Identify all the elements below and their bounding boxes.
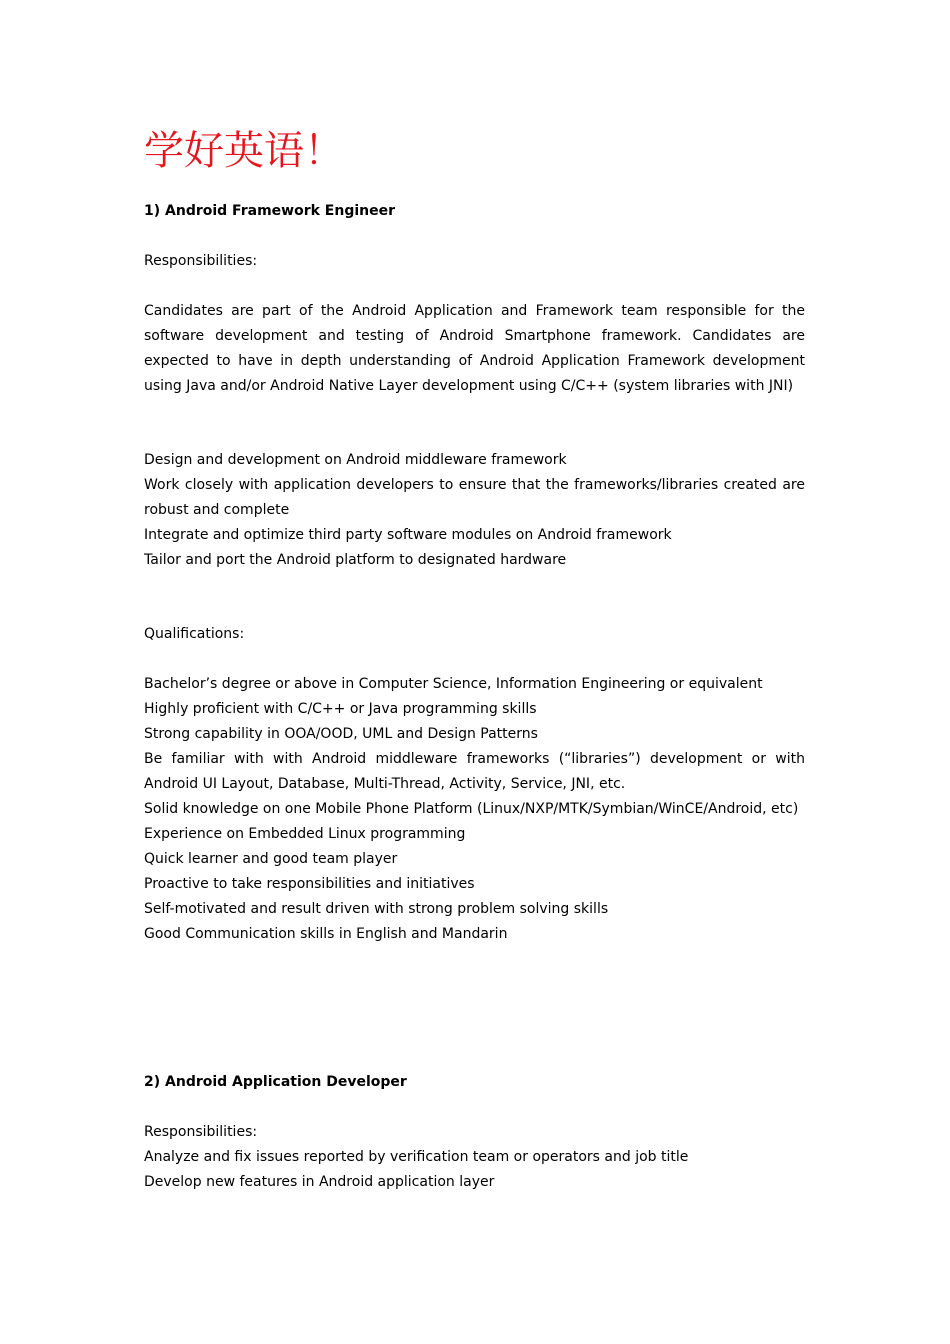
job-title: 2) Android Application Developer (144, 1074, 407, 1090)
list-item: Design and development on Android middleware framework (144, 452, 567, 468)
list-item: Analyze and fix issues reported by verification team or operators and job title (144, 1149, 689, 1165)
list-item: Develop new features in Android application layer (144, 1174, 495, 1190)
list-item: Solid knowledge on one Mobile Phone Platform (Linux/NXP/MTK/Symbian/WinCE/Android, etc) (144, 801, 799, 817)
list-item: Integrate and optimize third party software modules on Android framework (144, 527, 672, 543)
job-overview: Candidates are part of the Android Application and Framework team responsible for the software development and testing of Android Smartphone framework. Candidates are expected to have in depth understanding of Android Application Framework development using Java and/or Android Native Layer development using C/C++ (system libraries with JNI) (144, 303, 805, 394)
job-title: 1) Android Framework Engineer (144, 203, 396, 219)
list-item: Good Communication skills in English and Mandarin (144, 926, 508, 942)
responsibilities-heading: Responsibilities: (144, 253, 258, 269)
list-item: Proactive to take responsibilities and initiatives (144, 876, 475, 892)
list-item: Bachelor’s degree or above in Computer Science, Information Engineering or equivalent (144, 676, 763, 692)
list-item: Quick learner and good team player (144, 851, 398, 867)
banner-heading: 学好英语！ (144, 128, 344, 174)
list-item: Highly proficient with C/C++ or Java programming skills (144, 701, 537, 717)
responsibilities-list (144, 1120, 805, 1195)
list-item: Self-motivated and result driven with strong problem solving skills (144, 901, 609, 917)
list-item: Work closely with application developers to ensure that the frameworks/libraries created are robust and complete (144, 477, 805, 518)
list-item: Strong capability in OOA/OOD, UML and Design Patterns (144, 726, 538, 742)
list-item: Be familiar with with Android middleware frameworks (“libraries”) development or with Android UI Layout, Database, Multi-Thread, Activity, Service, JNI, etc. (144, 751, 805, 792)
responsibilities-list (144, 448, 805, 573)
list-item: Experience on Embedded Linux programming (144, 826, 466, 842)
qualifications-list (144, 672, 805, 947)
responsibilities-heading: Responsibilities: (144, 1124, 258, 1140)
list-item: Tailor and port the Android platform to designated hardware (144, 552, 567, 568)
qualifications-heading: Qualifications: (144, 626, 245, 642)
